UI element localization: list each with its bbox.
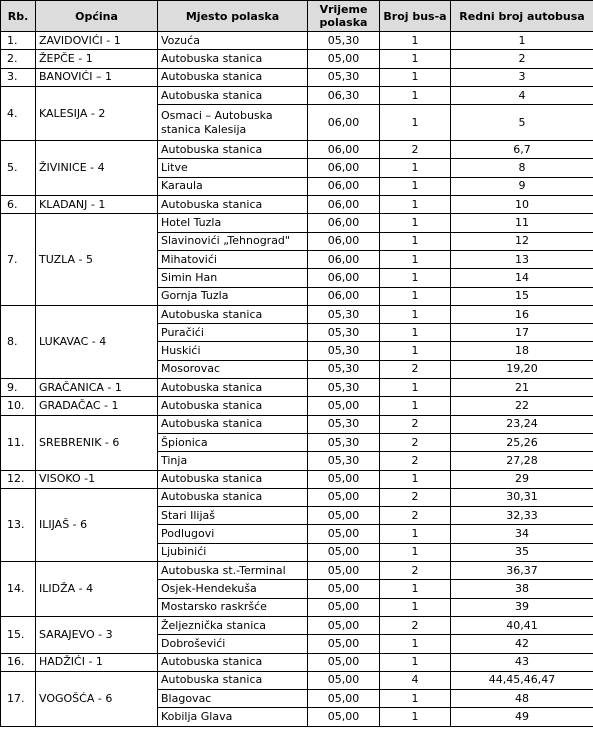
cell-mjesto-polaska: Autobuska stanica (158, 671, 308, 689)
cell-vrijeme-polaska: 05,00 (308, 562, 380, 580)
cell-broj-busa: 1 (380, 50, 451, 68)
cell-redni-broj: 32,33 (451, 507, 593, 525)
cell-rb: 1. (1, 32, 36, 50)
cell-mjesto-polaska: Autobuska stanica (158, 141, 308, 159)
cell-rb: 5. (1, 141, 36, 196)
cell-mjesto-polaska: Mostarsko raskršće (158, 598, 308, 616)
cell-redni-broj: 44,45,46,47 (451, 671, 593, 689)
cell-mjesto-polaska: Osjek-Hendekuša (158, 580, 308, 598)
cell-mjesto-polaska: Hotel Tuzla (158, 214, 308, 232)
cell-mjesto-polaska: Autobuska stanica (158, 196, 308, 214)
table-row (1, 397, 593, 415)
cell-mjesto-polaska: Špionica (158, 433, 308, 451)
cell-rb: 6. (1, 196, 36, 214)
cell-mjesto-polaska: Kobilja Glava (158, 708, 308, 726)
cell-vrijeme-polaska: 06,00 (308, 196, 380, 214)
cell-rb: 12. (1, 470, 36, 488)
cell-rb: 13. (1, 488, 36, 561)
cell-mjesto-polaska: Podlugovi (158, 525, 308, 543)
cell-opcina: HADŽIĆI - 1 (36, 653, 158, 671)
cell-mjesto-polaska: Tinja (158, 452, 308, 470)
cell-vrijeme-polaska: 06,00 (308, 287, 380, 305)
table-row (1, 305, 593, 323)
cell-mjesto-polaska: Stari Ilijaš (158, 507, 308, 525)
cell-redni-broj: 18 (451, 342, 593, 360)
cell-opcina: VOGOŠĆA - 6 (36, 671, 158, 726)
cell-vrijeme-polaska: 05,30 (308, 32, 380, 50)
cell-redni-broj: 11 (451, 214, 593, 232)
cell-redni-broj: 49 (451, 708, 593, 726)
cell-vrijeme-polaska: 05,00 (308, 397, 380, 415)
cell-broj-busa: 1 (380, 68, 451, 86)
cell-broj-busa: 1 (380, 287, 451, 305)
cell-redni-broj: 27,28 (451, 452, 593, 470)
cell-mjesto-polaska: Gornja Tuzla (158, 287, 308, 305)
cell-rb: 9. (1, 379, 36, 397)
cell-broj-busa: 1 (380, 159, 451, 177)
cell-mjesto-polaska: Autobuska stanica (158, 415, 308, 433)
cell-opcina: VISOKO -1 (36, 470, 158, 488)
cell-mjesto-polaska: Autobuska stanica (158, 68, 308, 86)
cell-vrijeme-polaska: 05,30 (308, 305, 380, 323)
cell-vrijeme-polaska: 05,00 (308, 616, 380, 634)
cell-redni-broj: 1 (451, 32, 593, 50)
cell-rb: 16. (1, 653, 36, 671)
cell-broj-busa: 1 (380, 250, 451, 268)
cell-opcina: TUZLA - 5 (36, 214, 158, 305)
cell-redni-broj: 15 (451, 287, 593, 305)
cell-redni-broj: 13 (451, 250, 593, 268)
cell-broj-busa: 2 (380, 415, 451, 433)
cell-redni-broj: 16 (451, 305, 593, 323)
cell-broj-busa: 2 (380, 616, 451, 634)
cell-vrijeme-polaska: 05,00 (308, 50, 380, 68)
cell-redni-broj: 23,24 (451, 415, 593, 433)
cell-redni-broj: 36,37 (451, 562, 593, 580)
cell-broj-busa: 1 (380, 305, 451, 323)
cell-rb: 4. (1, 86, 36, 140)
cell-rb: 8. (1, 305, 36, 378)
table-row (1, 32, 593, 50)
cell-mjesto-polaska: Dobroševići (158, 635, 308, 653)
cell-redni-broj: 9 (451, 177, 593, 195)
cell-vrijeme-polaska: 05,30 (308, 379, 380, 397)
cell-redni-broj: 22 (451, 397, 593, 415)
cell-broj-busa: 1 (380, 470, 451, 488)
cell-redni-broj: 17 (451, 324, 593, 342)
table-row (1, 470, 593, 488)
cell-opcina: ŽIVINICE - 4 (36, 141, 158, 196)
cell-mjesto-polaska: Puračići (158, 324, 308, 342)
cell-vrijeme-polaska: 05,00 (308, 635, 380, 653)
cell-vrijeme-polaska: 06,00 (308, 159, 380, 177)
cell-broj-busa: 1 (380, 543, 451, 561)
cell-broj-busa: 1 (380, 397, 451, 415)
cell-vrijeme-polaska: 05,00 (308, 488, 380, 506)
cell-vrijeme-polaska: 05,00 (308, 598, 380, 616)
cell-redni-broj: 12 (451, 232, 593, 250)
cell-vrijeme-polaska: 05,00 (308, 470, 380, 488)
cell-broj-busa: 1 (380, 525, 451, 543)
cell-broj-busa: 1 (380, 214, 451, 232)
cell-opcina: KALESIJA - 2 (36, 86, 158, 140)
table-row (1, 379, 593, 397)
cell-vrijeme-polaska: 06,30 (308, 86, 380, 104)
cell-vrijeme-polaska: 05,00 (308, 653, 380, 671)
table-header-row (1, 1, 593, 32)
cell-rb: 14. (1, 562, 36, 617)
cell-vrijeme-polaska: 05,00 (308, 525, 380, 543)
table-row (1, 488, 593, 506)
cell-redni-broj: 25,26 (451, 433, 593, 451)
cell-opcina: ZAVIDOVIĆI - 1 (36, 32, 158, 50)
cell-redni-broj: 4 (451, 86, 593, 104)
cell-broj-busa: 1 (380, 86, 451, 104)
table-row (1, 214, 593, 232)
table-row (1, 562, 593, 580)
cell-vrijeme-polaska: 05,30 (308, 452, 380, 470)
cell-opcina: LUKAVAC - 4 (36, 305, 158, 378)
cell-redni-broj: 34 (451, 525, 593, 543)
cell-opcina: GRAČANICA - 1 (36, 379, 158, 397)
cell-vrijeme-polaska: 05,00 (308, 671, 380, 689)
cell-broj-busa: 2 (380, 452, 451, 470)
cell-broj-busa: 1 (380, 324, 451, 342)
header-redni-broj: Redni broj autobusa (451, 1, 593, 32)
cell-rb: 17. (1, 671, 36, 726)
cell-broj-busa: 1 (380, 196, 451, 214)
cell-vrijeme-polaska: 06,00 (308, 269, 380, 287)
cell-vrijeme-polaska: 05,30 (308, 342, 380, 360)
cell-broj-busa: 1 (380, 177, 451, 195)
cell-redni-broj: 14 (451, 269, 593, 287)
cell-mjesto-polaska: Mihatovići (158, 250, 308, 268)
cell-vrijeme-polaska: 05,30 (308, 360, 380, 378)
cell-opcina: ILIJAŠ - 6 (36, 488, 158, 561)
cell-mjesto-polaska: Autobuska stanica (158, 653, 308, 671)
cell-broj-busa: 4 (380, 671, 451, 689)
cell-mjesto-polaska: Mosorovac (158, 360, 308, 378)
cell-mjesto-polaska: Autobuska st.-Terminal (158, 562, 308, 580)
cell-rb: 15. (1, 616, 36, 653)
cell-vrijeme-polaska: 05,00 (308, 580, 380, 598)
table-body (1, 32, 593, 727)
table-row (1, 196, 593, 214)
cell-vrijeme-polaska: 05,00 (308, 543, 380, 561)
cell-broj-busa: 1 (380, 105, 451, 141)
cell-broj-busa: 1 (380, 708, 451, 726)
header-vrijeme-polaska: Vrijeme polaska (308, 1, 380, 32)
cell-mjesto-polaska: Blagovac (158, 690, 308, 708)
table-row (1, 68, 593, 86)
cell-vrijeme-polaska: 06,00 (308, 232, 380, 250)
table-row (1, 415, 593, 433)
cell-mjesto-polaska: Litve (158, 159, 308, 177)
cell-redni-broj: 2 (451, 50, 593, 68)
header-opcina: Općina (36, 1, 158, 32)
cell-redni-broj: 29 (451, 470, 593, 488)
cell-mjesto-polaska: Osmaci – Autobuska stanica Kalesija (158, 105, 308, 141)
cell-redni-broj: 6,7 (451, 141, 593, 159)
cell-mjesto-polaska: Autobuska stanica (158, 86, 308, 104)
cell-opcina: KLADANJ - 1 (36, 196, 158, 214)
cell-rb: 11. (1, 415, 36, 470)
cell-vrijeme-polaska: 05,30 (308, 68, 380, 86)
cell-vrijeme-polaska: 06,00 (308, 250, 380, 268)
cell-mjesto-polaska: Autobuska stanica (158, 305, 308, 323)
cell-redni-broj: 39 (451, 598, 593, 616)
cell-broj-busa: 1 (380, 32, 451, 50)
table-row (1, 86, 593, 104)
cell-redni-broj: 48 (451, 690, 593, 708)
cell-redni-broj: 42 (451, 635, 593, 653)
cell-broj-busa: 2 (380, 507, 451, 525)
cell-broj-busa: 1 (380, 269, 451, 287)
cell-redni-broj: 40,41 (451, 616, 593, 634)
cell-redni-broj: 21 (451, 379, 593, 397)
cell-mjesto-polaska: Željeznička stanica (158, 616, 308, 634)
cell-mjesto-polaska: Autobuska stanica (158, 488, 308, 506)
cell-broj-busa: 2 (380, 562, 451, 580)
cell-opcina: BANOVIĆI – 1 (36, 68, 158, 86)
cell-broj-busa: 1 (380, 653, 451, 671)
cell-redni-broj: 8 (451, 159, 593, 177)
cell-vrijeme-polaska: 05,00 (308, 690, 380, 708)
cell-rb: 2. (1, 50, 36, 68)
cell-vrijeme-polaska: 06,00 (308, 214, 380, 232)
cell-broj-busa: 1 (380, 342, 451, 360)
cell-broj-busa: 2 (380, 488, 451, 506)
cell-vrijeme-polaska: 06,00 (308, 105, 380, 141)
cell-redni-broj: 43 (451, 653, 593, 671)
cell-rb: 3. (1, 68, 36, 86)
cell-vrijeme-polaska: 06,00 (308, 177, 380, 195)
cell-mjesto-polaska: Huskići (158, 342, 308, 360)
cell-vrijeme-polaska: 05,00 (308, 507, 380, 525)
cell-mjesto-polaska: Ljubinići (158, 543, 308, 561)
cell-redni-broj: 19,20 (451, 360, 593, 378)
cell-broj-busa: 1 (380, 690, 451, 708)
cell-mjesto-polaska: Autobuska stanica (158, 397, 308, 415)
cell-mjesto-polaska: Autobuska stanica (158, 379, 308, 397)
cell-broj-busa: 1 (380, 379, 451, 397)
cell-redni-broj: 3 (451, 68, 593, 86)
cell-opcina: SARAJEVO - 3 (36, 616, 158, 653)
cell-redni-broj: 5 (451, 105, 593, 141)
cell-broj-busa: 1 (380, 232, 451, 250)
cell-redni-broj: 35 (451, 543, 593, 561)
cell-opcina: SREBRENIK - 6 (36, 415, 158, 470)
cell-rb: 7. (1, 214, 36, 305)
cell-vrijeme-polaska: 05,30 (308, 433, 380, 451)
cell-vrijeme-polaska: 05,30 (308, 324, 380, 342)
cell-vrijeme-polaska: 05,00 (308, 708, 380, 726)
table-row (1, 141, 593, 159)
cell-broj-busa: 2 (380, 360, 451, 378)
cell-mjesto-polaska: Karaula (158, 177, 308, 195)
cell-rb: 10. (1, 397, 36, 415)
cell-opcina: ILIDŽA - 4 (36, 562, 158, 617)
cell-mjesto-polaska: Vozuća (158, 32, 308, 50)
cell-opcina: ŽEPČE - 1 (36, 50, 158, 68)
cell-mjesto-polaska: Autobuska stanica (158, 50, 308, 68)
table-row (1, 653, 593, 671)
cell-mjesto-polaska: Slavinovići „Tehnograd" (158, 232, 308, 250)
table-row (1, 50, 593, 68)
cell-broj-busa: 1 (380, 635, 451, 653)
cell-vrijeme-polaska: 06,00 (308, 141, 380, 159)
cell-broj-busa: 1 (380, 580, 451, 598)
cell-redni-broj: 38 (451, 580, 593, 598)
cell-mjesto-polaska: Autobuska stanica (158, 470, 308, 488)
header-rb: Rb. (1, 1, 36, 32)
cell-vrijeme-polaska: 05,30 (308, 415, 380, 433)
cell-broj-busa: 2 (380, 141, 451, 159)
header-mjesto-polaska: Mjesto polaska (158, 1, 308, 32)
cell-broj-busa: 2 (380, 433, 451, 451)
cell-mjesto-polaska: Simin Han (158, 269, 308, 287)
cell-opcina: GRADAČAC - 1 (36, 397, 158, 415)
cell-redni-broj: 10 (451, 196, 593, 214)
cell-redni-broj: 30,31 (451, 488, 593, 506)
table-row (1, 671, 593, 689)
header-broj-busa: Broj bus-a (380, 1, 451, 32)
cell-broj-busa: 1 (380, 598, 451, 616)
table-row (1, 616, 593, 634)
